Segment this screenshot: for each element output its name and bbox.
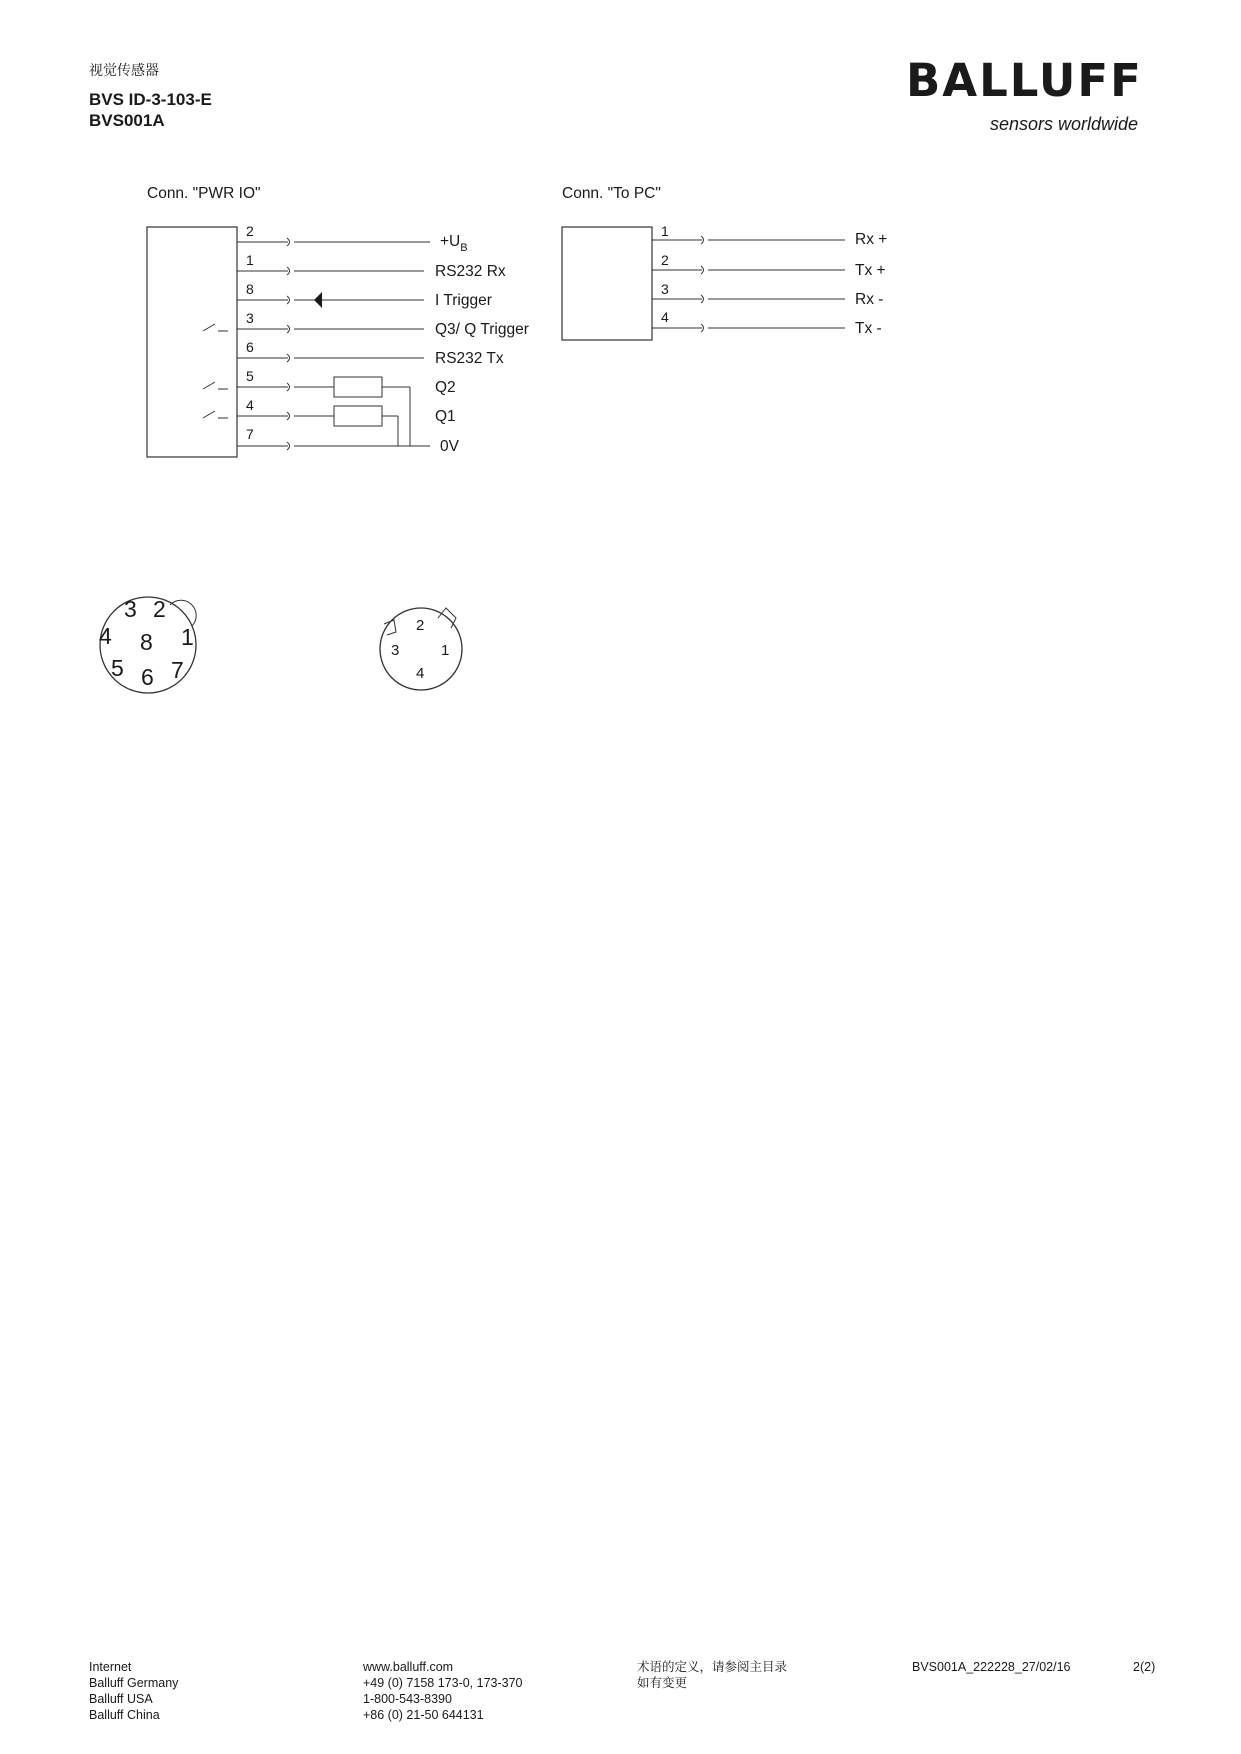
pc-row-pin4: [652, 309, 882, 337]
pwr-io-title: Conn. "PWR IO": [147, 185, 261, 202]
order-code: BVS001A: [89, 111, 165, 130]
pwr-row-pin6: [237, 339, 504, 367]
phone-usa: 1-800-543-8390: [363, 1692, 452, 1706]
footer-label: Balluff USA: [89, 1692, 153, 1706]
pc-row-pin3: [652, 281, 883, 308]
pwr-io-connector-body: [147, 227, 237, 457]
website-link[interactable]: www.balluff.com: [363, 1660, 454, 1674]
footer-note: 术语的定义，请参阅主目录: [637, 1660, 788, 1674]
pin-label: 8: [140, 629, 153, 655]
pwr-row-pin5: [203, 368, 456, 446]
pin-number: 1: [246, 252, 254, 268]
pin-label: 1: [441, 642, 450, 659]
pwr-row-pin3: [203, 310, 529, 338]
pin-number: 4: [661, 309, 669, 325]
footer-contacts-values: [363, 1659, 523, 1723]
page-number: 2(2): [1133, 1660, 1156, 1674]
pc-row-pin1: [652, 223, 887, 248]
pinout-8-pin: [99, 596, 196, 693]
signal-label: RS232 Rx: [435, 263, 506, 280]
pin-label: 4: [99, 623, 112, 649]
pin-number: 5: [246, 368, 254, 384]
pin-label: 3: [391, 642, 400, 659]
signal-label: Q3/ Q Trigger: [435, 321, 529, 338]
brand-tagline: sensors worldwide: [990, 114, 1139, 134]
switch-icon: [203, 382, 228, 389]
pin-label: 2: [416, 617, 425, 634]
signal-label: Q1: [435, 408, 456, 425]
to-pc-connector-body: [562, 227, 652, 340]
footer-note: 如有变更: [637, 1676, 688, 1690]
signal-label: Tx +: [855, 262, 886, 279]
pin-label: 6: [141, 664, 154, 690]
pin-number: 1: [661, 223, 669, 239]
pin-number: 7: [246, 426, 254, 442]
signal-label: $+U_B$: [440, 233, 468, 254]
switch-icon: [203, 411, 228, 418]
input-arrow-icon: [314, 292, 322, 308]
pin-label: 7: [171, 657, 184, 683]
pin-number: 3: [246, 310, 254, 326]
footer-label: Balluff China: [89, 1708, 160, 1722]
pwr-row-pin4: [203, 397, 456, 446]
model-number: BVS ID-3-103-E: [89, 90, 212, 109]
pwr-row-pin8: [237, 281, 492, 309]
signal-label: RS232 Tx: [435, 350, 504, 367]
signal-label: 0V: [440, 438, 459, 455]
product-category: 视觉传感器: [89, 62, 159, 78]
signal-label: Rx -: [855, 291, 884, 308]
phone-china: +86 (0) 21-50 644131: [363, 1708, 484, 1722]
pwr-row-pin7: [237, 426, 460, 455]
pin-label: 5: [111, 655, 124, 681]
footer-label: Balluff Germany: [89, 1676, 179, 1690]
pin-label: 4: [416, 665, 425, 682]
pin-label: 3: [124, 596, 137, 622]
pwr-row-pin2: [237, 223, 468, 254]
pwr-row-pin1: [237, 252, 506, 280]
pin-number: 2: [246, 223, 254, 239]
to-pc-title: Conn. "To PC": [562, 185, 661, 202]
pinout-4-pin: [380, 608, 462, 690]
document-id: BVS001A_222228_27/02/16: [912, 1660, 1071, 1674]
signal-label: Rx +: [855, 231, 888, 248]
load-resistor-q2: [334, 377, 382, 397]
pin-number: 3: [661, 281, 669, 297]
footer-contacts-labels: [89, 1659, 178, 1723]
phone-germany: +49 (0) 7158 173-0, 173-370: [363, 1676, 523, 1690]
pin-number: 2: [661, 252, 669, 268]
pin-label: 2: [153, 596, 166, 622]
signal-label: Q2: [435, 379, 456, 396]
load-resistor-q1: [334, 406, 382, 426]
switch-icon: [203, 324, 228, 331]
pin-number: 8: [246, 281, 254, 297]
balluff-logo: BALLUFF: [906, 54, 1143, 107]
pin-label: 1: [181, 624, 194, 650]
footer-notice: [637, 1659, 787, 1691]
footer-label: Internet: [89, 1660, 132, 1674]
wiring-diagram: [0, 0, 1241, 760]
signal-label: Tx -: [855, 320, 882, 337]
pin-number: 6: [246, 339, 254, 355]
signal-label: I Trigger: [435, 292, 492, 309]
pc-row-pin2: [652, 252, 886, 279]
pin-number: 4: [246, 397, 254, 413]
